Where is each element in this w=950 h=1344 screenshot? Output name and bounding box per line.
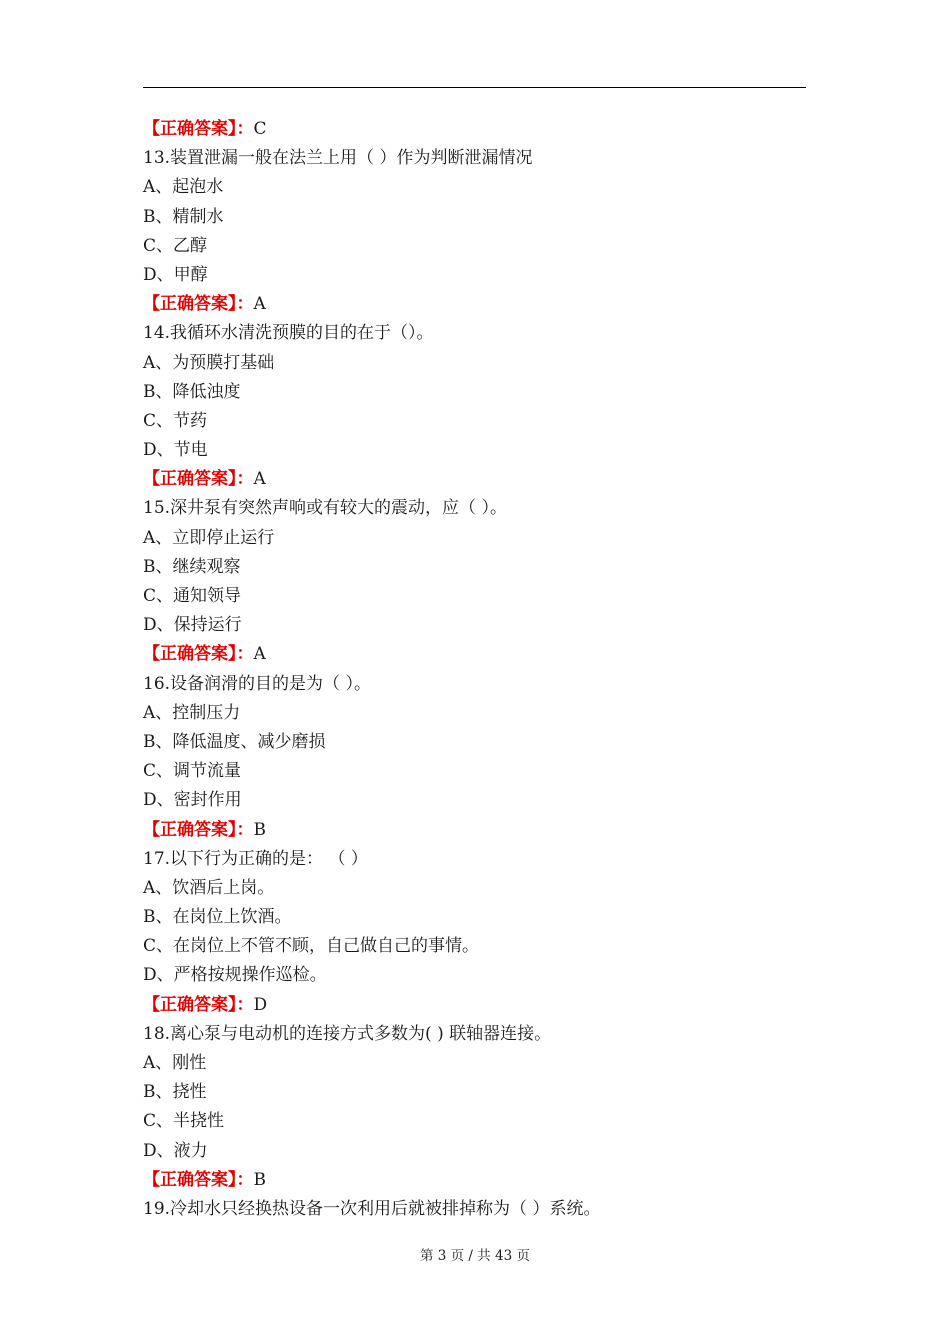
question-stem: 18.离心泵与电动机的连接方式多数为( ) 联轴器连接。 bbox=[143, 1023, 552, 1044]
option-d: D、严格按规操作巡检。 bbox=[143, 965, 327, 986]
answer-value: C bbox=[253, 119, 267, 139]
option-d: D、保持运行 bbox=[143, 615, 242, 636]
answer-value: B bbox=[253, 819, 266, 840]
option-b: B、降低温度、减少磨损 bbox=[143, 731, 326, 752]
answer-tag: 【正确答案】： bbox=[143, 294, 254, 315]
question-stem: 19.冷却水只经换热设备一次利用后就被排掉称为（ ）系统。 bbox=[143, 1198, 601, 1219]
question-stem: 15.深井泵有突然声响或有较大的震动，应（ ）。 bbox=[143, 498, 507, 519]
answer-tag: 【正确答案】： bbox=[143, 994, 254, 1015]
option-a: A、刚性 bbox=[143, 1053, 207, 1073]
answer-line bbox=[143, 465, 806, 494]
question-stem: 13.装置泄漏一般在法兰上用（ ）作为判断泄漏情况 bbox=[143, 148, 533, 169]
option-c: C、调节流量 bbox=[143, 761, 242, 782]
option-c: C、节药 bbox=[143, 410, 208, 431]
answer-tag: 【正确答案】： bbox=[143, 469, 254, 490]
option-b: B、挠性 bbox=[143, 1082, 207, 1103]
option-b: B、精制水 bbox=[143, 206, 224, 227]
answer-line bbox=[143, 816, 806, 845]
answer-line bbox=[143, 991, 806, 1020]
answer-value: D bbox=[253, 994, 268, 1015]
option-a: A、起泡水 bbox=[143, 177, 224, 198]
option-c: C、乙醇 bbox=[143, 235, 208, 256]
page-body bbox=[143, 115, 806, 1224]
option-d: D、甲醇 bbox=[143, 264, 208, 285]
question-stem: 14.我循环水清洗预膜的目的在于（）。 bbox=[143, 323, 434, 344]
answer-tag: 【正确答案】： bbox=[143, 644, 254, 665]
option-a: A、为预膜打基础 bbox=[143, 352, 275, 373]
answer-value: A bbox=[253, 644, 266, 665]
option-a: A、饮酒后上岗。 bbox=[143, 877, 275, 898]
page-footer: 第 3 页 / 共 43 页 bbox=[419, 1248, 531, 1264]
option-a: A、立即停止运行 bbox=[143, 527, 275, 548]
answer-tag: 【正确答案】： bbox=[143, 119, 254, 139]
answer-line-prev bbox=[143, 115, 806, 144]
answer-line bbox=[143, 640, 806, 669]
option-d: D、节电 bbox=[143, 440, 208, 461]
option-a: A、控制压力 bbox=[143, 702, 241, 723]
option-c: C、半挠性 bbox=[143, 1111, 225, 1132]
answer-line bbox=[143, 290, 806, 319]
answer-value: B bbox=[253, 1169, 266, 1190]
question-stem: 16.设备润滑的目的是为（ ）。 bbox=[143, 673, 371, 694]
answer-tag: 【正确答案】： bbox=[143, 819, 254, 840]
option-d: D、液力 bbox=[143, 1140, 208, 1161]
answer-value: A bbox=[253, 294, 266, 315]
answer-line bbox=[143, 1166, 806, 1195]
option-b: B、降低浊度 bbox=[143, 381, 241, 402]
option-d: D、密封作用 bbox=[143, 790, 242, 811]
option-c: C、通知领导 bbox=[143, 586, 242, 606]
answer-tag: 【正确答案】： bbox=[143, 1169, 254, 1190]
header-rule bbox=[143, 87, 806, 88]
option-b: B、继续观察 bbox=[143, 556, 241, 577]
option-c: C、在岗位上不管不顾，自己做自己的事情。 bbox=[143, 936, 480, 957]
option-b: B、在岗位上饮酒。 bbox=[143, 907, 292, 928]
question-stem: 17.以下行为正确的是： （ ） bbox=[143, 848, 368, 869]
answer-value: A bbox=[253, 469, 266, 490]
